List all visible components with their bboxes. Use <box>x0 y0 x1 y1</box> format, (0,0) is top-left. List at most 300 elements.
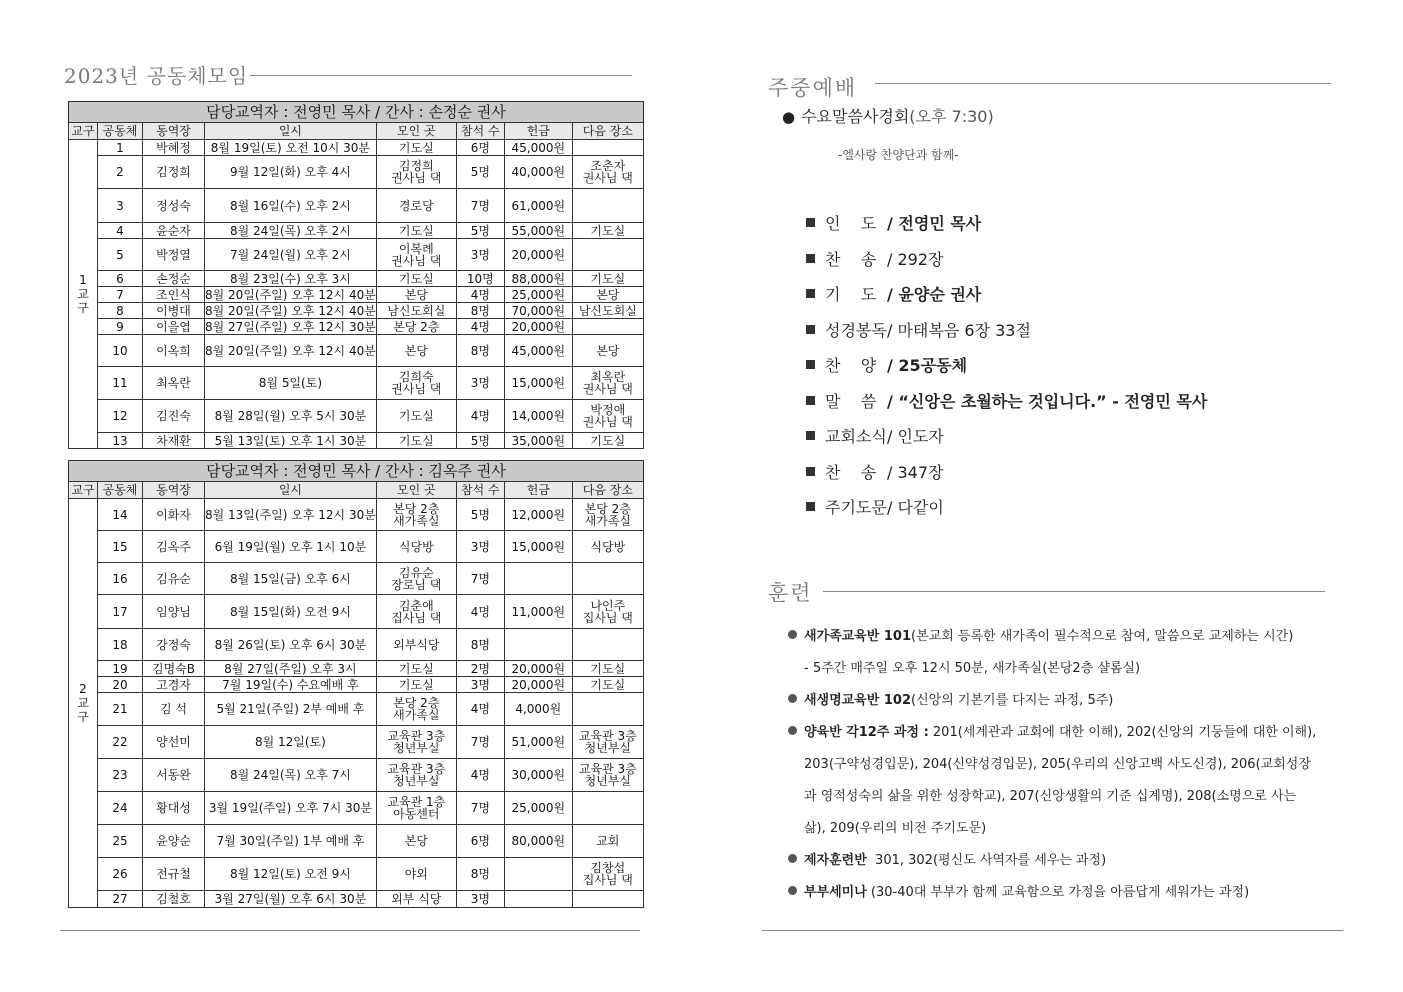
training-text: 과 영적성숙의 삶을 위한 성장학교), 207(신앙생활의 기준 십계명), 208(소명으로 사는 <box>804 788 1297 804</box>
square-bullet-icon <box>806 396 815 405</box>
cell-count: 3명 <box>456 531 504 563</box>
cell-next: 조춘자 권사님 댁 <box>572 156 643 189</box>
square-bullet-icon <box>806 218 815 227</box>
cell-offering: 51,000원 <box>504 726 572 759</box>
order-label: 인 도 <box>825 214 877 234</box>
cell-next: 최옥란 권사님 댁 <box>572 367 643 400</box>
square-bullet-icon <box>806 289 815 298</box>
cell-next <box>572 319 643 335</box>
cell-place: 본당 <box>376 287 456 303</box>
training-program: 새가족교육반 101 <box>804 628 912 644</box>
cell-offering: 80,000원 <box>504 825 572 858</box>
cell-leader: 박정열 <box>143 239 205 271</box>
cell-count: 4명 <box>456 693 504 726</box>
table-row <box>69 287 644 303</box>
cell-no: 6 <box>98 271 143 287</box>
table-row <box>69 303 644 319</box>
table-row <box>69 726 644 759</box>
cell-count: 8명 <box>456 335 504 367</box>
cell-date: 5월 21일(주일) 2부 예배 후 <box>205 693 377 726</box>
training-text: 삶), 209(우리의 비전 주기도문) <box>804 820 987 836</box>
cell-next <box>572 792 643 825</box>
cell-place: 본당 2층 <box>376 319 456 335</box>
table-row <box>69 595 644 629</box>
cell-next: 기도실 <box>572 433 643 449</box>
cell-no: 12 <box>98 400 143 433</box>
order-value: / 윤양순 권사 <box>887 285 982 305</box>
order-value: / 인도자 <box>887 427 944 447</box>
table-row <box>69 661 644 677</box>
cell-next: 나인주 집사님 댁 <box>572 595 643 629</box>
cell-place: 기도실 <box>376 271 456 287</box>
table-row <box>69 825 644 858</box>
cell-place: 기도실 <box>376 223 456 239</box>
order-item <box>806 205 1207 241</box>
table-row <box>69 759 644 792</box>
order-item <box>806 454 1207 490</box>
cell-leader: 손정순 <box>143 271 205 287</box>
cell-next: 교육관 3층 청년부실 <box>572 726 643 759</box>
cell-no: 13 <box>98 433 143 449</box>
cell-count: 5명 <box>456 223 504 239</box>
cell-next: 김창섭 집사님 댁 <box>572 858 643 891</box>
training-line <box>788 746 1328 778</box>
cell-next: 식당방 <box>572 531 643 563</box>
cell-leader: 강정숙 <box>143 629 205 661</box>
cell-offering: 55,000원 <box>504 223 572 239</box>
cell-leader: 김유순 <box>143 563 205 595</box>
cell-next: 박정애 권사님 댁 <box>572 400 643 433</box>
cell-date: 8월 24일(목) 오후 7시 <box>205 759 377 792</box>
cell-offering: 11,000원 <box>504 595 572 629</box>
cell-no: 17 <box>98 595 143 629</box>
column-header: 동역장 <box>143 482 205 499</box>
district-cell: 2 교 구 <box>69 499 98 908</box>
district-cell: 1 교 구 <box>69 140 98 449</box>
training-divider <box>823 591 1325 592</box>
cell-offering <box>504 858 572 891</box>
cell-offering: 15,000원 <box>504 367 572 400</box>
table-row <box>69 367 644 400</box>
cell-count: 5명 <box>456 499 504 531</box>
cell-leader: 김진숙 <box>143 400 205 433</box>
training-line <box>788 842 1328 874</box>
cell-place: 야외 <box>376 858 456 891</box>
order-label: 찬 송 <box>825 249 877 269</box>
cell-no: 19 <box>98 661 143 677</box>
cell-date: 7월 24일(월) 오후 2시 <box>205 239 377 271</box>
cell-date: 8월 27일(주일) 오후 12시 30분 <box>205 319 376 334</box>
cell-next: 본당 2층 새가족실 <box>572 499 643 531</box>
cell-place: 김정희 권사님 댁 <box>376 156 456 189</box>
cell-date: 7월 19일(수) 수요예배 후 <box>205 677 377 693</box>
table-row <box>69 156 644 189</box>
cell-no: 22 <box>98 726 143 759</box>
cell-no: 3 <box>98 189 143 223</box>
cell-next: 본당 <box>572 335 643 367</box>
cell-count: 5명 <box>456 433 504 449</box>
order-item <box>806 418 1207 454</box>
cell-next: 기도실 <box>572 271 643 287</box>
column-header: 교구 <box>69 482 98 499</box>
order-item <box>806 276 1207 312</box>
group-table-district-2 <box>68 460 644 908</box>
cell-count: 7명 <box>456 563 504 595</box>
cell-offering: 15,000원 <box>504 531 572 563</box>
cell-next: 기도실 <box>572 223 643 239</box>
cell-count: 3명 <box>456 367 504 400</box>
cell-place: 외부식당 <box>376 629 456 661</box>
cell-leader: 전규철 <box>143 858 205 891</box>
cell-leader: 김옥주 <box>143 531 205 563</box>
order-label: 찬 송 <box>825 462 877 482</box>
training-program: 부부세미나 <box>804 884 867 900</box>
cell-next: 교육관 3층 청년부실 <box>572 759 643 792</box>
cell-no: 5 <box>98 239 143 271</box>
column-header: 헌금 <box>504 482 572 499</box>
cell-count: 5명 <box>456 156 504 189</box>
cell-offering: 25,000원 <box>504 792 572 825</box>
cell-count: 3명 <box>456 677 504 693</box>
cell-place: 교육관 1층 아동센터 <box>376 792 456 825</box>
title-divider <box>250 75 632 76</box>
cell-offering: 88,000원 <box>504 271 572 287</box>
cell-place: 본당 <box>376 335 456 367</box>
table-row <box>69 271 644 287</box>
group-table-district-1 <box>68 101 644 449</box>
table-row <box>69 335 644 367</box>
cell-place: 남신도회실 <box>376 303 456 319</box>
cell-no: 27 <box>98 891 143 908</box>
cell-place: 기도실 <box>376 140 456 156</box>
cell-offering: 35,000원 <box>504 433 572 449</box>
cell-leader: 이을엽 <box>143 319 205 335</box>
cell-count: 8명 <box>456 629 504 661</box>
square-bullet-icon <box>806 467 815 476</box>
cell-leader: 김정희 <box>143 156 205 189</box>
square-bullet-icon <box>806 502 815 511</box>
cell-count: 10명 <box>456 271 504 287</box>
cell-next: 본당 <box>572 287 643 303</box>
cell-leader: 차재환 <box>143 433 205 449</box>
cell-leader: 윤순자 <box>143 223 205 239</box>
square-bullet-icon <box>806 325 815 334</box>
square-bullet-icon <box>806 254 815 263</box>
cell-date: 8월 15일(금) 오후 6시 <box>205 563 377 595</box>
cell-count: 4명 <box>456 595 504 629</box>
column-header: 교구 <box>69 123 98 140</box>
cell-offering: 20,000원 <box>504 677 572 693</box>
cell-date: 8월 12일(토) <box>205 726 377 759</box>
cell-offering: 20,000원 <box>504 239 572 271</box>
cell-offering <box>504 891 572 908</box>
cell-no: 18 <box>98 629 143 661</box>
cell-date: 8월 28일(월) 오후 5시 30분 <box>205 400 377 433</box>
cell-date: 9월 12일(화) 오후 4시 <box>205 156 377 189</box>
column-header: 모인 곳 <box>376 123 456 140</box>
training-program: 새생명교육반 102 <box>804 692 912 708</box>
training-program: 제자훈련반 <box>804 852 867 868</box>
cell-date: 8월 26일(토) 오후 6시 30분 <box>205 629 377 661</box>
cell-leader: 최옥란 <box>143 367 205 400</box>
cell-next: 기도실 <box>572 677 643 693</box>
table-row <box>69 140 644 156</box>
cell-no: 26 <box>98 858 143 891</box>
order-value: / 25공동체 <box>887 356 968 376</box>
cell-offering: 14,000원 <box>504 400 572 433</box>
cell-leader: 서동완 <box>143 759 205 792</box>
column-header: 공동체 <box>98 482 143 499</box>
cell-offering <box>504 563 572 595</box>
order-label: 성경봉독 <box>825 320 887 340</box>
table-row <box>69 223 644 239</box>
page-title: 2023년 공동체모임 <box>64 64 249 88</box>
cell-offering: 30,000원 <box>504 759 572 792</box>
cell-date: 8월 24일(목) 오후 2시 <box>205 223 377 239</box>
cell-date: 8월 16일(수) 오후 2시 <box>205 189 377 223</box>
cell-count: 7명 <box>456 726 504 759</box>
cell-offering: 70,000원 <box>504 303 572 319</box>
training-line <box>788 682 1328 714</box>
order-item <box>806 312 1207 348</box>
cell-no: 4 <box>98 223 143 239</box>
worship-divider <box>875 83 1331 84</box>
cell-count: 8명 <box>456 303 504 319</box>
cell-count: 2명 <box>456 661 504 677</box>
cell-no: 23 <box>98 759 143 792</box>
cell-date: 8월 19일(토) 오전 10시 30분 <box>205 140 377 156</box>
order-value: / 347장 <box>887 462 944 482</box>
column-header: 다음 장소 <box>572 482 643 499</box>
training-text: 201(세계관과 교회에 대한 이해), 202(신앙의 기둥들에 대한 이해), <box>928 724 1317 740</box>
cell-next: 교회 <box>572 825 643 858</box>
training-line <box>788 874 1328 906</box>
footer-divider-right <box>762 930 1343 931</box>
cell-leader: 고경자 <box>143 677 205 693</box>
column-header: 모인 곳 <box>376 482 456 499</box>
cell-place: 기도실 <box>376 677 456 693</box>
circle-bullet-icon <box>788 630 797 639</box>
square-bullet-icon <box>806 360 815 369</box>
cell-leader: 윤양순 <box>143 825 205 858</box>
cell-next: 남신도회실 <box>572 303 643 319</box>
training-text: (본교회 등록한 새가족이 필수적으로 참여, 말씀으로 교제하는 시간) <box>911 628 1294 644</box>
cell-date: 5월 13일(토) 오후 1시 30분 <box>205 433 377 449</box>
cell-offering: 12,000원 <box>504 499 572 531</box>
order-value: / 전영민 목사 <box>887 214 982 234</box>
order-value: / “신앙은 초월하는 것입니다.” - 전영민 목사 <box>887 391 1208 411</box>
cell-date: 8월 12일(토) 오전 9시 <box>205 858 377 891</box>
cell-count: 4명 <box>456 287 504 303</box>
column-header: 참석 수 <box>456 123 504 140</box>
table-row <box>69 499 644 531</box>
cell-next <box>572 563 643 595</box>
cell-no: 24 <box>98 792 143 825</box>
cell-date: 6월 19일(월) 오후 1시 10분 <box>205 531 377 563</box>
circle-bullet-icon <box>788 854 797 863</box>
table-row <box>69 693 644 726</box>
cell-place: 기도실 <box>376 400 456 433</box>
table-row <box>69 400 644 433</box>
cell-date: 8월 5일(토) <box>205 367 377 400</box>
cell-next <box>572 189 643 223</box>
cell-next <box>572 140 643 156</box>
cell-no: 25 <box>98 825 143 858</box>
order-label: 교회소식 <box>825 427 887 447</box>
cell-no: 7 <box>98 287 143 303</box>
cell-leader: 조인식 <box>143 287 205 303</box>
cell-offering: 61,000원 <box>504 189 572 223</box>
cell-no: 8 <box>98 303 143 319</box>
cell-date: 8월 20일(주일) 오후 12시 40분 <box>205 335 377 367</box>
cell-next <box>572 693 643 726</box>
table-row <box>69 239 644 271</box>
square-bullet-icon <box>806 431 815 440</box>
training-text: (신앙의 기본기를 다지는 과정, 5주) <box>911 692 1114 708</box>
training-text: - 5주간 매주일 오후 12시 50분, 새가족실(본당2층 샬롬실) <box>804 660 1141 676</box>
training-line <box>788 810 1328 842</box>
cell-offering: 4,000원 <box>504 693 572 726</box>
cell-place: 김희숙 권사님 댁 <box>376 367 456 400</box>
order-label: 말 씀 <box>825 391 877 411</box>
cell-date: 7월 30일(주일) 1부 예배 후 <box>205 825 377 858</box>
training-program: 양육반 각12주 과정 : <box>804 724 929 740</box>
training-text: (30-40대 부부가 함께 교육함으로 가정을 아름답게 세워가는 과정) <box>866 884 1250 900</box>
cell-date: 3월 27일(월) 오후 6시 30분 <box>205 891 377 908</box>
cell-leader: 황대성 <box>143 792 205 825</box>
cell-place: 김춘애 집사님 댁 <box>376 595 456 629</box>
table-row <box>69 891 644 908</box>
cell-place: 본당 2층 새가족실 <box>376 499 456 531</box>
cell-date: 8월 20일(주일) 오후 12시 40분 <box>205 287 376 302</box>
cell-offering: 25,000원 <box>504 287 572 303</box>
order-value: / 마태복음 6장 33절 <box>887 320 1031 340</box>
circle-bullet-icon <box>788 886 797 895</box>
cell-place: 식당방 <box>376 531 456 563</box>
cell-no: 20 <box>98 677 143 693</box>
cell-place: 김유순 장로님 댁 <box>376 563 456 595</box>
cell-date: 8월 15일(화) 오전 9시 <box>205 595 377 629</box>
cell-date: 8월 20일(주일) 오후 12시 40분 <box>205 303 376 318</box>
cell-date: 8월 23일(수) 오후 3시 <box>205 271 377 287</box>
cell-no: 21 <box>98 693 143 726</box>
table-row <box>69 563 644 595</box>
cell-leader: 정성숙 <box>143 189 205 223</box>
cell-offering: 45,000원 <box>504 140 572 156</box>
table-row <box>69 189 644 223</box>
service-time: (오후 7:30) <box>909 107 994 126</box>
cell-leader: 박혜정 <box>143 140 205 156</box>
cell-count: 7명 <box>456 792 504 825</box>
cell-leader: 김 석 <box>143 693 205 726</box>
cell-next <box>572 891 643 908</box>
column-header: 일시 <box>205 482 377 499</box>
order-label: 찬 양 <box>825 356 877 376</box>
cell-date: 8월 13일(주일) 오후 12시 30분 <box>205 499 377 531</box>
order-item <box>806 347 1207 383</box>
table-row <box>69 629 644 661</box>
cell-date: 8월 27일(주일) 오후 3시 <box>205 661 377 677</box>
cell-count: 8명 <box>456 858 504 891</box>
cell-leader: 양선미 <box>143 726 205 759</box>
training-line <box>788 714 1328 746</box>
cell-place: 외부 식당 <box>376 891 456 908</box>
cell-count: 6명 <box>456 140 504 156</box>
order-label: 주기도문 <box>825 498 887 518</box>
cell-no: 11 <box>98 367 143 400</box>
table-row <box>69 792 644 825</box>
cell-leader: 임양님 <box>143 595 205 629</box>
column-header: 공동체 <box>98 123 143 140</box>
cell-no: 10 <box>98 335 143 367</box>
table-header: 담당교역자 : 전영민 목사 / 간사 : 손정순 권사 <box>69 102 644 123</box>
cell-count: 4명 <box>456 319 504 335</box>
cell-place: 경로당 <box>376 189 456 223</box>
cell-next <box>572 629 643 661</box>
order-item <box>806 241 1207 277</box>
cell-place: 기도실 <box>376 661 456 677</box>
cell-count: 7명 <box>456 189 504 223</box>
circle-bullet-icon <box>788 694 797 703</box>
cell-count: 3명 <box>456 891 504 908</box>
cell-leader: 이화자 <box>143 499 205 531</box>
order-item <box>806 383 1207 419</box>
cell-place: 이복례 권사님 댁 <box>376 239 456 271</box>
table-row <box>69 433 644 449</box>
service-heading <box>782 104 994 127</box>
cell-date: 3월 19일(주일) 오후 7시 30분 <box>205 792 377 825</box>
cell-no: 2 <box>98 156 143 189</box>
cell-next <box>572 239 643 271</box>
cell-offering: 45,000원 <box>504 335 572 367</box>
order-value: / 292장 <box>887 249 944 269</box>
column-header: 참석 수 <box>456 482 504 499</box>
training-text: 203(구약성경입문), 204(신약성경입문), 205(우리의 신앙고백 사도신경), 206(교회성장 <box>804 756 1311 772</box>
cell-leader: 김명숙B <box>143 661 205 677</box>
cell-count: 4명 <box>456 400 504 433</box>
cell-leader: 이병대 <box>143 303 205 319</box>
training-line <box>788 778 1328 810</box>
order-value: / 다같이 <box>887 498 944 518</box>
cell-count: 6명 <box>456 825 504 858</box>
cell-next: 기도실 <box>572 661 643 677</box>
cell-offering <box>504 629 572 661</box>
order-item <box>806 489 1207 525</box>
cell-no: 14 <box>98 499 143 531</box>
column-header: 다음 장소 <box>572 123 643 140</box>
worship-section-title: 주중예배 <box>768 76 858 100</box>
table-row <box>69 858 644 891</box>
cell-offering: 40,000원 <box>504 156 572 189</box>
table-row <box>69 319 644 335</box>
cell-place: 교육관 3층 청년부실 <box>376 759 456 792</box>
cell-offering: 20,000원 <box>504 661 572 677</box>
cell-no: 1 <box>98 140 143 156</box>
column-header: 일시 <box>205 123 377 140</box>
table-header: 담당교역자 : 전영민 목사 / 간사 : 김옥주 권사 <box>69 461 644 482</box>
cell-count: 3명 <box>456 239 504 271</box>
cell-count: 4명 <box>456 759 504 792</box>
footer-divider <box>60 930 640 931</box>
table-row <box>69 531 644 563</box>
cell-no: 9 <box>98 319 143 335</box>
cell-place: 교육관 3층 청년부실 <box>376 726 456 759</box>
training-section-title: 훈련 <box>768 581 813 605</box>
order-label: 기 도 <box>825 285 877 305</box>
cell-place: 본당 2층 새가족실 <box>376 693 456 726</box>
column-header: 헌금 <box>504 123 572 140</box>
training-text: 301, 302(평신도 사역자를 세우는 과정) <box>866 852 1107 868</box>
